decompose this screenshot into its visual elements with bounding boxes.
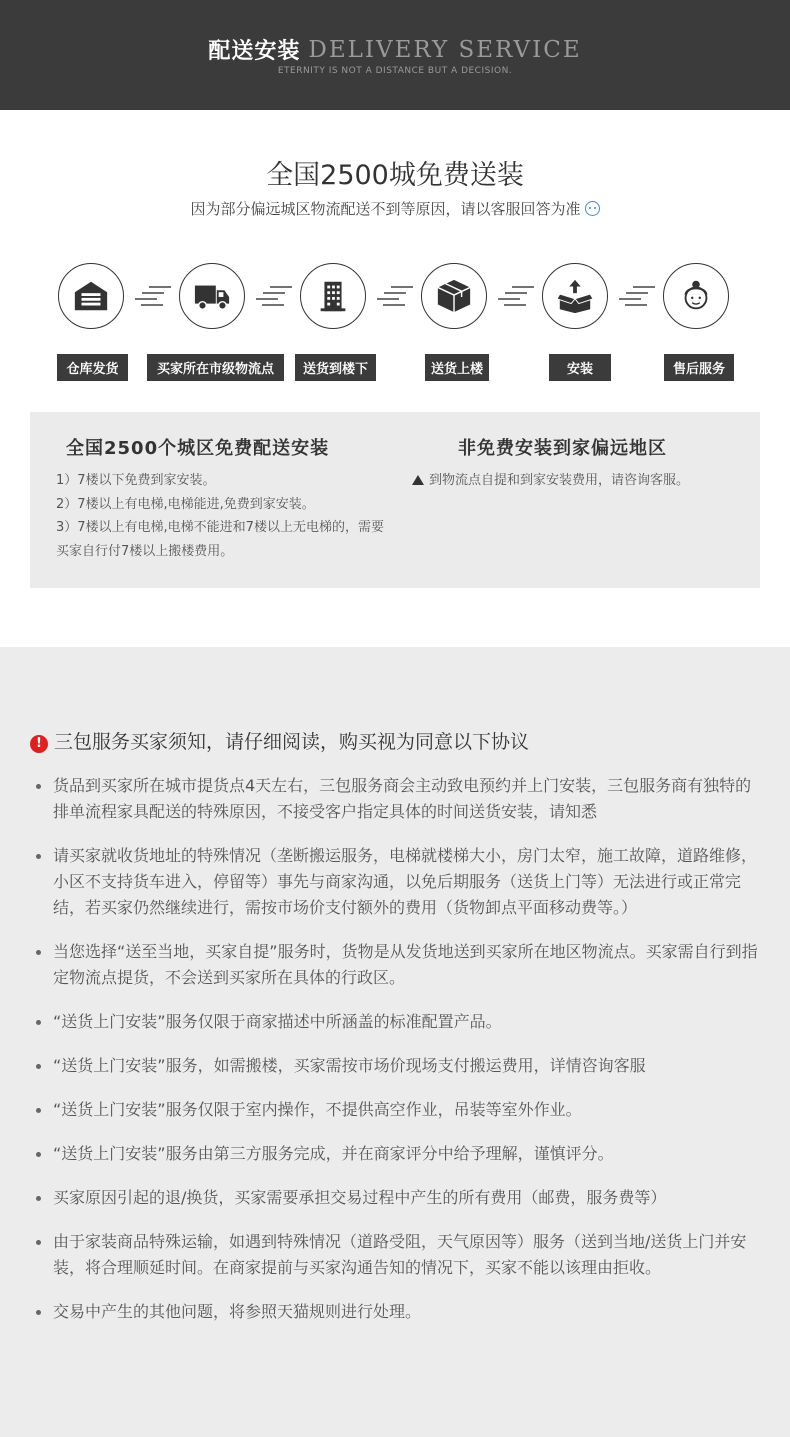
free-area-rules <box>56 469 386 563</box>
delivery-policy-box <box>30 412 760 588</box>
list-item: “送货上门安装”服务仅限于商家描述中所涵盖的标准配置产品。 <box>34 1009 764 1035</box>
step-label-install: 安装 <box>549 354 611 381</box>
step-label-city-logistics: 买家所在市级物流点 <box>147 354 284 381</box>
remote-area-note <box>412 469 689 492</box>
notice-heading <box>30 727 529 754</box>
free-area-title: 全国2500个城区免费配送安装 <box>66 438 330 459</box>
list-item: “送货上门安装”服务由第三方服务完成，并在商家评分中给予理解，谨慎评分。 <box>34 1141 764 1167</box>
list-item: 由于家装商品特殊运输，如遇到特殊情况（道路受阻，天气原因等）服务（送到当地/送货上门并安装，将合理顺延时间。在商家提前与买家沟通告知的情况下，买家不能以该理由拒收。 <box>34 1229 764 1281</box>
free-delivery-title: 全国2500城免费送装 <box>266 160 524 191</box>
warehouse-icon <box>58 263 124 329</box>
building-icon <box>300 263 366 329</box>
truck-icon <box>179 263 245 329</box>
header-title-cn: 配送安装 <box>208 39 301 64</box>
list-item: “送货上门安装”服务仅限于室内操作，不提供高空作业，吊装等室外作业。 <box>34 1097 764 1123</box>
list-item: 买家原因引起的退/换货，买家需要承担交易过程中产生的所有费用（邮费，服务费等） <box>34 1185 764 1211</box>
header-tagline: ETERNITY IS NOT A DISTANCE BUT A DECISION. <box>277 66 513 76</box>
notice-list <box>34 773 764 1343</box>
step-connector <box>375 284 415 308</box>
list-item: 请买家就收货地址的特殊情况（垄断搬运服务，电梯就楼梯大小，房门太窄，施工故障，道路维修，小区不支持货车进入，停留等）事先与商家沟通，以免后期服务（送货上门等）无法进行或正常完结，若买家仍然继续进行，需按市场价支付额外的费用（货物卸点平面移动费等。） <box>34 843 764 921</box>
header-title-en: DELIVERY SERVICE <box>308 36 582 63</box>
free-area-rule: 2）7楼以上有电梯,电梯能进,免费到家安装。 <box>56 496 315 512</box>
step-connector <box>254 284 294 308</box>
step-connector <box>496 284 536 308</box>
remote-area-title: 非免费安装到家偏远地区 <box>458 438 667 459</box>
service-notice-section <box>0 647 790 1437</box>
service-person-icon <box>663 263 729 329</box>
list-item: “送货上门安装”服务，如需搬楼，买家需按市场价现场支付搬运费用，详情咨询客服 <box>34 1053 764 1079</box>
subtitle-text: 因为部分偏远城区物流配送不到等原因，请以客服回答为准 <box>190 200 581 218</box>
step-connector <box>133 284 173 308</box>
remote-area-note-text: 到物流点自提和到家安装费用，请咨询客服。 <box>429 473 690 488</box>
smile-icon <box>585 201 600 216</box>
step-connector <box>617 284 657 308</box>
step-label-after-sales: 售后服务 <box>664 354 734 381</box>
warning-icon: ! <box>30 735 48 753</box>
free-area-rule: 3）7楼以上有电梯,电梯不能进和7楼以上无电梯的，需要买家自行付7楼以上搬楼费用。 <box>56 520 384 559</box>
list-item: 当您选择“送至当地，买家自提”服务时，货物是从发货地送到买家所在地区物流点。买家需自行到指定物流点提货，不会送到买家所在具体的行政区。 <box>34 939 764 991</box>
free-area-rule: 1）7楼以下免费到家安装。 <box>56 473 216 488</box>
unboxing-icon <box>542 263 608 329</box>
box-icon <box>421 263 487 329</box>
list-item: 货品到买家所在城市提货点4天左右，三包服务商会主动致电预约并上门安装，三包服务商有独特的排单流程家具配送的特殊原因，不接受客户指定具体的时间送货安装，请知悉 <box>34 773 764 825</box>
step-label-upstairs: 送货上楼 <box>425 354 489 381</box>
step-label-downstairs: 送货到楼下 <box>295 354 376 381</box>
header-title <box>0 34 790 65</box>
page-header <box>0 0 790 110</box>
list-item: 交易中产生的其他问题，将参照天猫规则进行处理。 <box>34 1299 764 1325</box>
triangle-icon <box>412 475 424 485</box>
step-label-warehouse: 仓库发货 <box>57 354 128 381</box>
free-delivery-subtitle <box>0 198 790 219</box>
notice-heading-text: 三包服务买家须知，请仔细阅读，购买视为同意以下协议 <box>54 731 530 753</box>
